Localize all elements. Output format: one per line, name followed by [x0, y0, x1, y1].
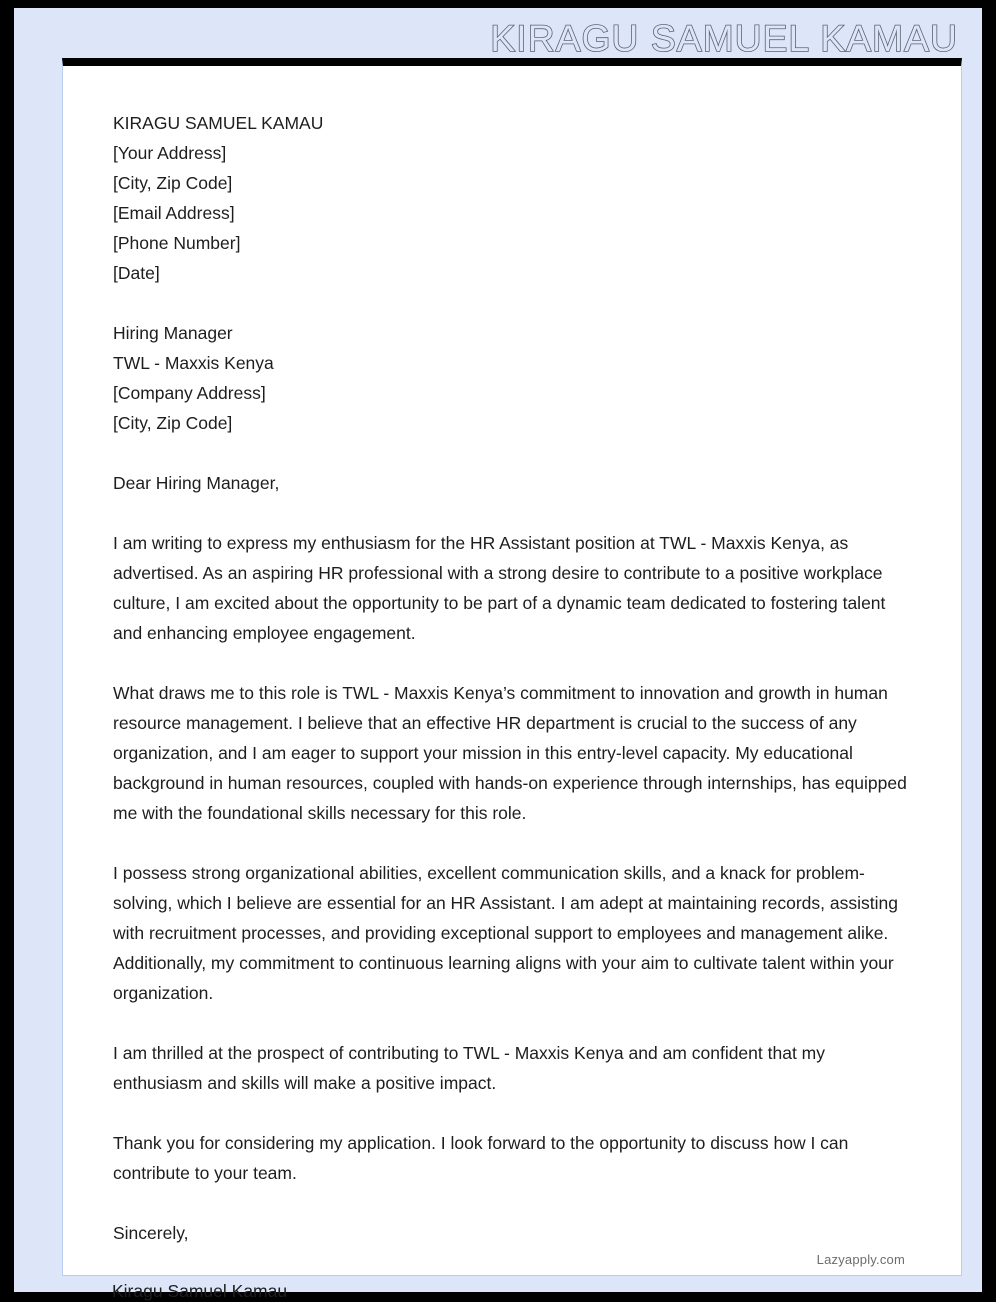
- recipient-block: [113, 318, 909, 438]
- sender-line: [City, Zip Code]: [113, 173, 233, 193]
- watermark-label: Lazyapply.com: [816, 1252, 905, 1267]
- letter-paragraph: I possess strong organizational abilities, excellent communication skills, and a knack for problem-solving, which I believe are essential for an HR Assistant. I am adept at maintaining records, assisting with recruitment processes, and providing exceptional support to employees and management alike. Additionally, my commitment to continuous learning aligns with your aim to cultivate talent within your organization.: [113, 863, 898, 1003]
- recipient-line: TWL - Maxxis Kenya: [113, 353, 274, 373]
- salutation: Dear Hiring Manager,: [113, 473, 280, 493]
- letter-paragraph: I am writing to express my enthusiasm for the HR Assistant position at TWL - Maxxis Kenya, as advertised. As an aspiring HR professional with a strong desire to contribute to a positive workplace culture, I am excited about the opportunity to be part of a dynamic team dedicated to fostering talent and enhancing employee engagement.: [113, 533, 886, 643]
- closing-block: [113, 1218, 909, 1248]
- header-banner: [28, 16, 996, 60]
- signature-name: Kiragu Samuel Kamau: [112, 1281, 288, 1301]
- sender-line: KIRAGU SAMUEL KAMAU: [113, 113, 324, 133]
- letter-page: [62, 58, 962, 1276]
- letter-paragraph: What draws me to this role is TWL - Maxxis Kenya’s commitment to innovation and growth in human resource management. I believe that an effective HR department is crucial to the success of any organization, and I am eager to support your mission in this entry-level capacity. My educational background in human resources, coupled with hands-on experience through internships, has equipped me with the foundational skills necessary for this role.: [113, 683, 907, 823]
- header-name-outline: KIRAGU SAMUEL KAMAU: [490, 17, 958, 59]
- sender-line: [Date]: [113, 263, 160, 283]
- recipient-line: [Company Address]: [113, 383, 266, 403]
- sender-line: [Email Address]: [113, 203, 235, 223]
- recipient-line: Hiring Manager: [113, 323, 233, 343]
- recipient-line: [City, Zip Code]: [113, 413, 233, 433]
- letter-paragraph: I am thrilled at the prospect of contributing to TWL - Maxxis Kenya and am confident that my enthusiasm and skills will make a positive impact.: [113, 1043, 826, 1093]
- letter-content: [113, 108, 909, 1248]
- sender-line: [Your Address]: [113, 143, 227, 163]
- letter-body: [63, 66, 961, 1248]
- sender-line: [Phone Number]: [113, 233, 241, 253]
- sender-block: [113, 108, 909, 288]
- closing-line: Sincerely,: [113, 1223, 189, 1243]
- letter-paragraph: Thank you for considering my application. I look forward to the opportunity to discuss how I can contribute to your team.: [113, 1133, 849, 1183]
